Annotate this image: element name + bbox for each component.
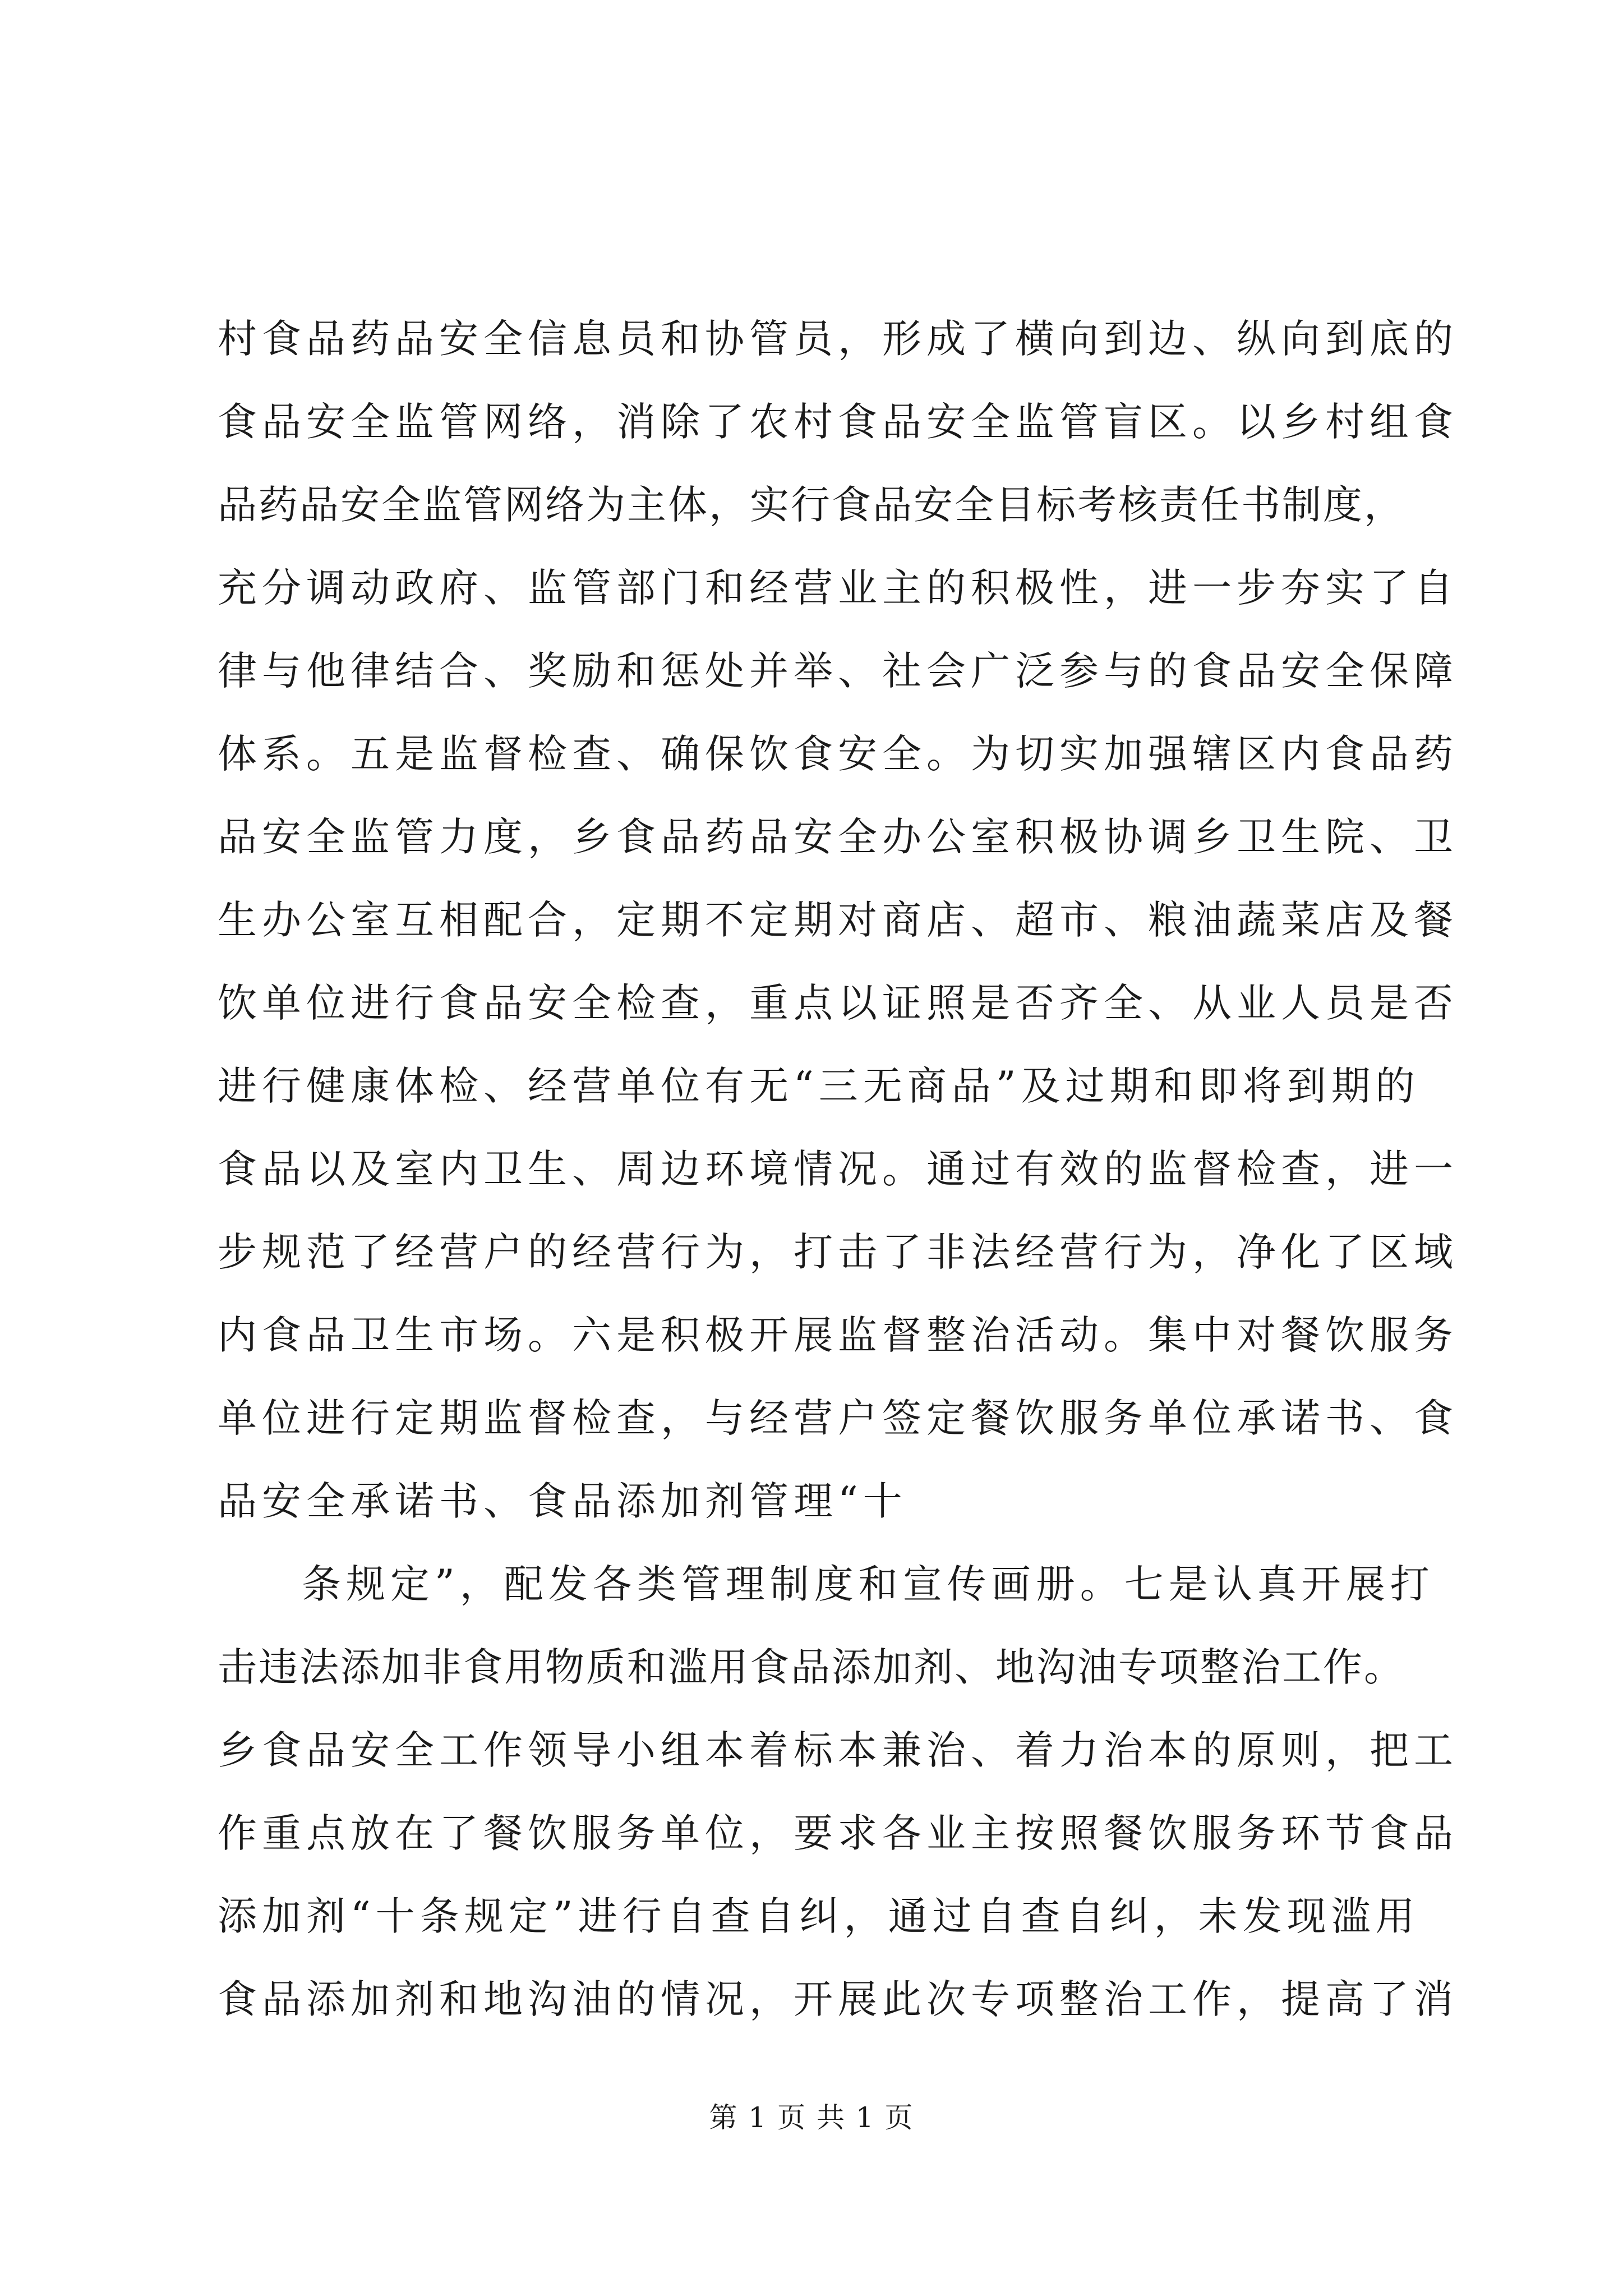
text-line: 食品添加剂和地沟油的情况，开展此次专项整治工作，提高了消	[218, 1976, 1458, 2022]
page-number-footer: 第 1 页 共 1 页	[709, 2101, 914, 2134]
text-line: 饮单位进行食品安全检查，重点以证照是否齐全、从业人员是否	[218, 980, 1458, 1026]
text-line: 律与他律结合、奖励和惩处并举、社会广泛参与的食品安全保障	[218, 648, 1458, 694]
paragraph-first-line: 条规定”，配发各类管理制度和宣传画册。七是认真开展打	[302, 1561, 1435, 1607]
text-line: 村食品药品安全信息员和协管员，形成了横向到边、纵向到底的	[218, 316, 1458, 362]
text-line: 单位进行定期监督检查，与经营户签定餐饮服务单位承诺书、食	[218, 1395, 1458, 1441]
text-line: 品安全监管力度，乡食品药品安全办公室积极协调乡卫生院、卫	[218, 814, 1458, 860]
text-line: 体系。五是监督检查、确保饮食安全。为切实加强辖区内食品药	[218, 731, 1458, 777]
text-line: 乡食品安全工作领导小组本着标本兼治、着力治本的原则，把工	[218, 1727, 1458, 1773]
text-line: 生办公室互相配合，定期不定期对商店、超市、粮油蔬菜店及餐	[218, 897, 1458, 943]
text-line: 添加剂“十条规定”进行自查自纠，通过自查自纠，未发现滥用	[218, 1893, 1420, 1939]
text-line: 进行健康体检、经营单位有无“三无商品”及过期和即将到期的	[218, 1063, 1420, 1109]
text-line: 食品安全监管网络，消除了农村食品安全监管盲区。以乡村组食	[218, 399, 1458, 445]
text-line: 品安全承诺书、食品添加剂管理“十	[218, 1478, 907, 1524]
text-line: 品药品安全监管网络为主体，实行食品安全目标考核责任书制度，	[218, 482, 1405, 528]
text-line: 步规范了经营户的经营行为，打击了非法经营行为，净化了区域	[218, 1229, 1458, 1275]
text-line: 食品以及室内卫生、周边环境情况。通过有效的监督检查，进一	[218, 1146, 1458, 1192]
text-line: 内食品卫生市场。六是积极开展监督整治活动。集中对餐饮服务	[218, 1312, 1458, 1358]
body-text	[218, 297, 1474, 2041]
text-line: 击违法添加非食用物质和滥用食品添加剂、地沟油专项整治工作。	[218, 1644, 1405, 1690]
text-line: 作重点放在了餐饮服务单位，要求各业主按照餐饮服务环节食品	[218, 1810, 1458, 1856]
text-line: 充分调动政府、监管部门和经营业主的积极性，进一步夯实了自	[218, 565, 1458, 611]
